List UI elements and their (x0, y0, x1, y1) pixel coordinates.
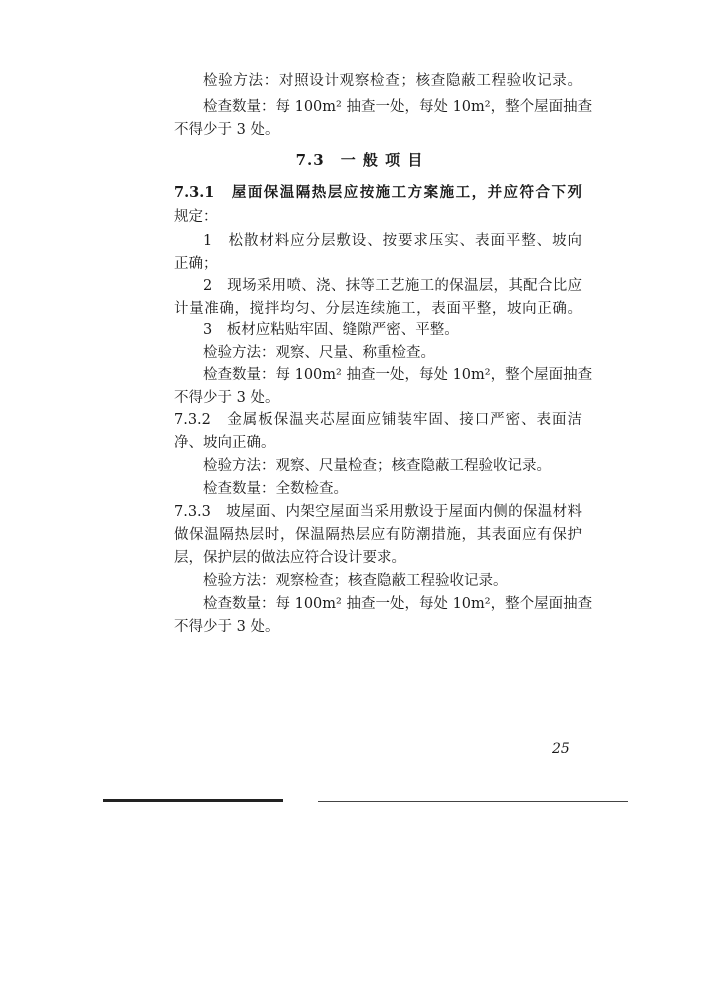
clause-line: 7.3.2 金属板保温夹芯屋面应铺装牢固、接口严密、表面洁 (174, 412, 582, 428)
text-line: 计量准确，搅拌均匀、分层连续施工，表面平整，坡向正确。 (174, 301, 582, 317)
clause-line: 7.3.1 屋面保温隔热层应按施工方案施工，并应符合下列 (174, 184, 582, 201)
text-line: 规定： (174, 209, 218, 225)
page-number: 25 (552, 741, 570, 757)
text-line: 2 现场采用喷、浇、抹等工艺施工的保温层，其配合比应 (203, 278, 582, 294)
text-line: 净、坡向正确。 (174, 435, 276, 451)
text-line: 3 板材应粘贴牢固、缝隙严密、平整。 (203, 322, 459, 338)
text-line: 不得少于 3 处。 (174, 390, 280, 406)
text-line: 检查数量：每 100m² 抽查一处，每处 10m²，整个屋面抽查 (203, 596, 593, 612)
text-line: 正确； (174, 256, 218, 272)
text-line: 层，保护层的做法应符合设计要求。 (174, 550, 406, 566)
section-heading: 7.3 一 般 项 目 (295, 151, 424, 169)
footer-rule-left (103, 799, 283, 802)
text-line: 做保温隔热层时，保温隔热层应有防潮措施，其表面应有保护 (174, 527, 582, 543)
text-line: 检查数量：全数检查。 (203, 481, 348, 497)
text-line: 检查数量：每 100m² 抽查一处，每处 10m²，整个屋面抽查 (203, 367, 593, 383)
text-line: 不得少于 3 处。 (174, 619, 280, 635)
text-line: 检验方法：观察、尺量检查；核查隐蔽工程验收记录。 (203, 458, 551, 474)
text-line: 检验方法：观察检查；核查隐蔽工程验收记录。 (203, 573, 508, 589)
text-line: 1 松散材料应分层敷设、按要求压实、表面平整、坡向 (203, 233, 582, 249)
text-line: 检验方法：对照设计观察检查；核查隐蔽工程验收记录。 (203, 73, 582, 89)
text-line: 检查数量：每 100m² 抽查一处，每处 10m²，整个屋面抽查 (203, 99, 593, 115)
clause-line: 7.3.3 坡屋面、内架空屋面当采用敷设于屋面内侧的保温材料 (174, 504, 582, 520)
text-line: 检验方法：观察、尺量、称重检查。 (203, 345, 435, 361)
footer-rule-right (318, 801, 628, 802)
text-line: 不得少于 3 处。 (174, 122, 280, 138)
